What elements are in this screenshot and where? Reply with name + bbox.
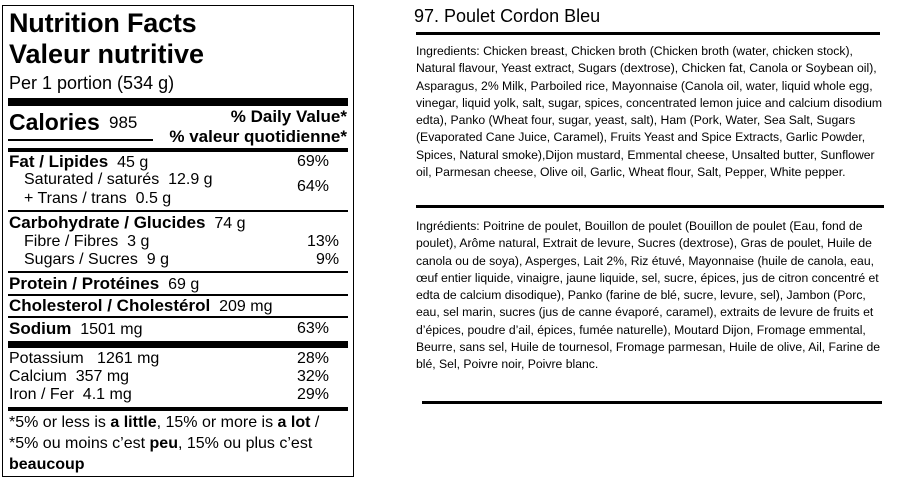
fibre-label: Fibre / Fibres xyxy=(24,233,119,250)
thick-divider xyxy=(8,341,348,348)
potassium-row xyxy=(9,350,347,368)
sat-value: 12.9 g xyxy=(168,171,213,188)
title-underline xyxy=(416,32,880,35)
calories-underline xyxy=(8,139,153,141)
chol-label: Cholesterol / Cholestérol xyxy=(9,296,211,315)
carb-row xyxy=(9,214,347,233)
calcium-value: 357 mg xyxy=(75,368,130,385)
sat-label: Saturated / saturés xyxy=(24,171,160,188)
protein-label: Protein / Protéines xyxy=(9,274,160,293)
medium-divider xyxy=(8,407,348,411)
iron-dv: 29% xyxy=(297,386,330,403)
dv-header-fr: % valeur quotidienne xyxy=(169,127,341,146)
sugars-value: 9 g xyxy=(146,251,169,268)
footnote-bold: beaucoup xyxy=(9,456,85,473)
calories-label: Calories xyxy=(9,109,100,135)
fat-dv: 69% xyxy=(297,153,330,170)
carb-value: 74 g xyxy=(214,215,246,232)
dv-header-en: % Daily Value xyxy=(230,107,341,126)
calcium-dv: 32% xyxy=(297,368,330,385)
footnote-text: , 15% or more is xyxy=(156,414,278,431)
daily-value-footnote xyxy=(9,412,345,475)
fibre-row xyxy=(24,233,347,251)
footnote-text: , 15% ou plus c’est xyxy=(177,435,313,452)
footnote-bold: a lot xyxy=(277,414,311,431)
ingredients-en: Ingredients: Chicken breast, Chicken broth (Chicken broth (water, chicken stock), Natural flavour, Yeast extract, Sugars (dextrose), Chicken fat, Canola or Soybean oil), Asparagus, 2% Milk, Parboiled rice, Mayonnaise (Canola oil, water, liquid whole egg, vinegar, liquid yolk, salt, sugar, spices, concentrated lemon juice and calcium disodium edta), Panko (Wheat four, sugar, yeast, salt), Ham (Pork, Water, Sea Salt, Sugars (Evaporated Cane Juice, Caramel), Fruits Yeast and Spice Extracts, Garlic Powder, Spices, Natural smoke),Dijon mustard, Emmental cheese, Unsalted butter, Sunflower oil, Parmesan cheese, Olive oil, Garlic, Wheat flour, Salt, Pepper, White pepper. xyxy=(416,44,883,180)
sodium-row xyxy=(9,320,347,339)
potassium-value: 1261 mg xyxy=(97,350,160,367)
trans-row xyxy=(24,190,347,208)
dv-asterisk: * xyxy=(340,127,347,146)
serving-size: Per 1 portion (534 g) xyxy=(9,73,175,93)
protein-value: 69 g xyxy=(168,276,200,293)
potassium-dv: 28% xyxy=(297,350,330,367)
product-title: 97. Poulet Cordon Bleu xyxy=(414,6,601,26)
fat-value: 45 g xyxy=(117,154,149,171)
iron-row xyxy=(9,386,347,404)
sugars-label: Sugars / Sucres xyxy=(24,251,138,268)
carb-label: Carbohydrate / Glucides xyxy=(9,213,206,232)
divider xyxy=(8,316,348,318)
fat-label: Fat / Lipides xyxy=(9,152,109,171)
fibre-value: 3 g xyxy=(127,233,150,250)
fat-row xyxy=(9,153,347,172)
divider xyxy=(8,271,348,273)
calcium-row xyxy=(9,368,347,386)
chol-value: 209 mg xyxy=(219,298,273,315)
label-title-en: Nutrition Facts xyxy=(9,8,197,38)
nutrition-facts-label xyxy=(2,5,354,477)
sodium-label: Sodium xyxy=(9,319,72,338)
divider xyxy=(8,210,348,212)
trans-label: + Trans / trans xyxy=(24,190,127,207)
calories-value: 985 xyxy=(109,113,138,132)
dv-asterisk: * xyxy=(340,107,347,126)
calcium-label: Calcium xyxy=(9,368,67,385)
trans-value: 0.5 g xyxy=(135,190,172,207)
footnote-text: *5% or less is xyxy=(9,414,111,431)
label-title-fr: Valeur nutritive xyxy=(9,39,205,69)
sugars-dv: 9% xyxy=(316,251,340,268)
iron-label: Iron / Fer xyxy=(9,386,74,403)
footnote-bold: a little xyxy=(110,414,157,431)
sodium-dv: 63% xyxy=(297,320,330,337)
daily-value-header xyxy=(169,107,347,147)
cholesterol-row xyxy=(9,297,347,316)
sugars-row xyxy=(24,251,347,269)
sat-trans-dv: 64% xyxy=(297,178,330,195)
ingredients-fr: Ingrédients: Poitrine de poulet, Bouillon de poulet (Bouillon de poulet (Eau, fond de poulet), Arôme natural, Extrait de levure, Sucres (dextrose), Gras de poulet, Huile de canola ou de soya), Asperges, Lait 2%, Riz étuvé, Mayonnaise (huile de canola, eau, œuf entier liquide, vinaigre, jaune liquide, sel, sucre, épices, jus de citron concentré et edta de calcium disodique), Panko (farine de blé, sucre, levure, sel), Jambon (Porc, eau, sel marin, sucres (jus de canne évaporé, caramel), extraits de levure de fruits et d’épices, poudre d’ail, épices, fumée naturelle), Moutard Dijon, Fromage emmental, Beurre, sans sel, Huile de tournesol, Fromage parmesan, Huile de olive, Ail, Farine de blé, Sel, Poivre noir, Poivre blanc. xyxy=(416,219,881,372)
section-divider xyxy=(416,205,884,208)
sodium-value: 1501 mg xyxy=(80,321,143,338)
footnote-bold: peu xyxy=(149,435,178,452)
thick-divider xyxy=(8,98,348,106)
protein-row xyxy=(9,275,347,294)
footnote-text: / *5% ou moins c’est xyxy=(9,414,320,452)
fibre-dv: 13% xyxy=(307,233,340,250)
bottom-divider xyxy=(422,401,882,404)
iron-value: 4.1 mg xyxy=(82,386,132,403)
potassium-label: Potassium xyxy=(9,350,84,367)
